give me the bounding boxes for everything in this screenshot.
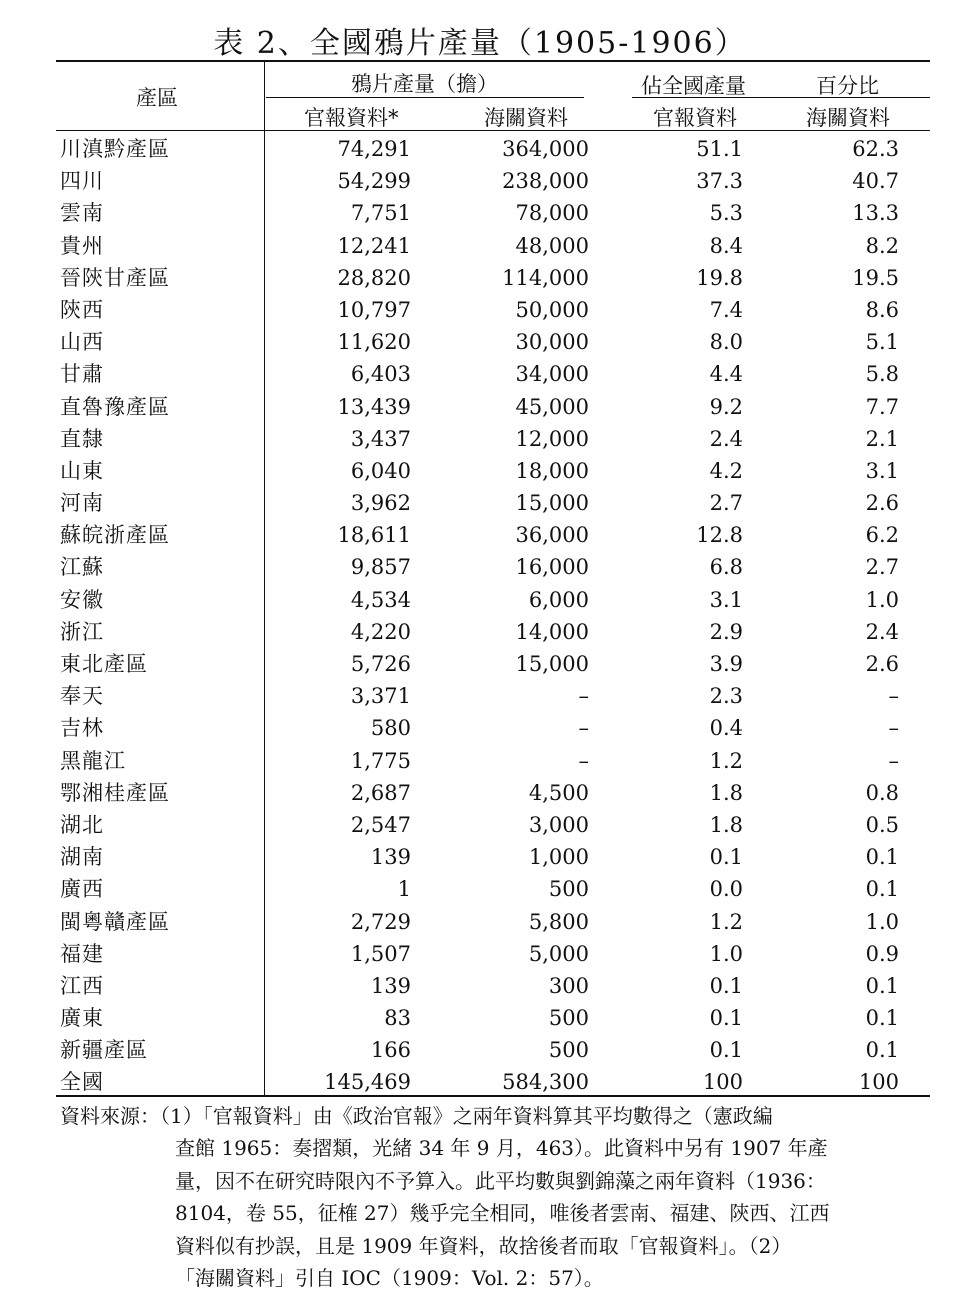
row-pct-official: 8.0 bbox=[709, 330, 743, 355]
row-region-name: 雲南 bbox=[60, 201, 104, 226]
row-pct-official: 9.2 bbox=[709, 394, 743, 419]
row-official-value: 54,299 bbox=[337, 169, 411, 194]
row-official-value: 10,797 bbox=[337, 297, 411, 322]
table-row bbox=[56, 326, 930, 358]
row-official-value: 2,687 bbox=[350, 780, 411, 805]
row-pct-customs: 1.0 bbox=[865, 909, 899, 934]
row-customs-value: 50,000 bbox=[515, 297, 589, 322]
row-pct-official: 0.4 bbox=[709, 716, 743, 741]
row-pct-customs: 2.6 bbox=[865, 652, 899, 676]
row-region-name: 浙江 bbox=[60, 619, 104, 644]
table-row bbox=[56, 551, 930, 583]
row-official-value: 74,291 bbox=[337, 137, 411, 161]
row-customs-value: 36,000 bbox=[515, 523, 589, 548]
row-pct-customs: 0.9 bbox=[865, 941, 899, 966]
row-pct-official: 100 bbox=[702, 1070, 743, 1095]
row-region-name: 鄂湘桂產區 bbox=[60, 780, 170, 805]
row-official-value: 4,220 bbox=[350, 619, 411, 644]
row-pct-customs: 13.3 bbox=[852, 201, 899, 226]
row-region-name: 黑龍江 bbox=[60, 748, 126, 773]
table-row bbox=[56, 423, 930, 455]
row-pct-official: 37.3 bbox=[696, 169, 743, 194]
row-official-value: 7,751 bbox=[350, 201, 411, 226]
row-region-name: 安徽 bbox=[60, 587, 104, 612]
row-pct-customs: 5.1 bbox=[865, 330, 899, 355]
row-pct-official: 0.1 bbox=[709, 1038, 743, 1063]
table-row bbox=[56, 712, 930, 744]
table-row bbox=[56, 197, 930, 229]
row-customs-value: 12,000 bbox=[515, 426, 589, 451]
row-official-value: 139 bbox=[370, 845, 411, 870]
row-official-value: 2,547 bbox=[350, 812, 411, 837]
table-row bbox=[56, 294, 930, 326]
note-line: 查館 1965：奏摺類，光緒 34 年 9 月，463）。此資料中另有 1907 年產 bbox=[175, 1136, 828, 1161]
table-row bbox=[56, 165, 930, 197]
row-pct-customs: 19.5 bbox=[852, 265, 899, 290]
table-row bbox=[56, 745, 930, 777]
note-line: 量，因不在研究時限內不予算入。此平均數與劉錦藻之兩年資料（1936： bbox=[175, 1168, 826, 1193]
row-official-value: 166 bbox=[370, 1038, 411, 1063]
row-customs-value: 3,000 bbox=[528, 812, 589, 837]
row-customs-value: 16,000 bbox=[515, 555, 589, 580]
table-row bbox=[56, 938, 930, 970]
note-line: 8104，卷 55，征榷 27）幾乎完全相同，唯後者雲南、福建、陝西、江西 bbox=[175, 1201, 830, 1226]
row-pct-official: 3.1 bbox=[709, 587, 743, 612]
row-pct-official: 2.9 bbox=[709, 619, 743, 644]
table-row bbox=[56, 391, 930, 423]
row-region-name: 廣西 bbox=[60, 877, 104, 902]
row-pct-customs: 7.7 bbox=[865, 394, 899, 419]
row-official-value: 11,620 bbox=[337, 330, 411, 355]
row-region-name: 福建 bbox=[60, 941, 104, 966]
row-region-name: 陝西 bbox=[60, 297, 104, 322]
row-customs-value: 14,000 bbox=[515, 619, 589, 644]
row-official-value: 1,775 bbox=[350, 748, 411, 773]
row-pct-official: 1.0 bbox=[709, 941, 743, 966]
table-bottom-rule bbox=[56, 1095, 930, 1097]
row-customs-value: 300 bbox=[548, 973, 589, 998]
row-region-name: 川滇黔產區 bbox=[60, 137, 170, 161]
row-customs-value: 30,000 bbox=[515, 330, 589, 355]
table-body bbox=[56, 133, 930, 1099]
row-region-name: 湖南 bbox=[60, 845, 104, 870]
row-pct-customs: – bbox=[888, 684, 899, 709]
row-pct-official: 1.2 bbox=[709, 909, 743, 934]
table-row bbox=[56, 841, 930, 873]
row-pct-customs: 0.1 bbox=[865, 877, 899, 902]
row-customs-value: 6,000 bbox=[528, 587, 589, 612]
row-official-value: 18,611 bbox=[337, 523, 411, 548]
row-region-name: 奉天 bbox=[60, 684, 104, 709]
row-official-value: 9,857 bbox=[350, 555, 411, 580]
row-region-name: 吉林 bbox=[60, 716, 104, 741]
table-row bbox=[56, 873, 930, 905]
row-region-name: 山東 bbox=[60, 458, 104, 483]
row-customs-value: 4,500 bbox=[528, 780, 589, 805]
row-pct-customs: 8.2 bbox=[865, 233, 899, 258]
row-customs-value: 5,000 bbox=[528, 941, 589, 966]
row-pct-official: 7.4 bbox=[709, 297, 743, 322]
table-row bbox=[56, 519, 930, 551]
row-pct-customs: 0.1 bbox=[865, 973, 899, 998]
row-customs-value: 364,000 bbox=[502, 137, 589, 161]
row-pct-official: 19.8 bbox=[696, 265, 743, 290]
row-region-name: 新疆產區 bbox=[60, 1038, 148, 1063]
header-bottom-rule bbox=[56, 130, 930, 131]
row-customs-value: 1,000 bbox=[528, 845, 589, 870]
row-pct-customs: 2.4 bbox=[865, 619, 899, 644]
source-note bbox=[60, 1100, 930, 1294]
header-share-official: 官報資料 bbox=[653, 106, 737, 130]
row-region-name: 直魯豫產區 bbox=[60, 394, 170, 419]
row-customs-value: 5,800 bbox=[528, 909, 589, 934]
row-official-value: 13,439 bbox=[337, 394, 411, 419]
row-pct-official: 3.9 bbox=[709, 652, 743, 676]
note-line: 資料似有抄誤，且是 1909 年資料，故捨後者而取「官報資料」。（2） bbox=[175, 1233, 792, 1258]
table-row bbox=[56, 358, 930, 390]
table-row bbox=[56, 777, 930, 809]
row-pct-official: 0.0 bbox=[709, 877, 743, 902]
row-customs-value: – bbox=[578, 748, 589, 773]
row-customs-value: 34,000 bbox=[515, 362, 589, 387]
row-official-value: 1,507 bbox=[350, 941, 411, 966]
table-row bbox=[56, 133, 930, 165]
row-pct-official: 0.1 bbox=[709, 973, 743, 998]
row-pct-customs: 0.1 bbox=[865, 845, 899, 870]
row-pct-official: 1.8 bbox=[709, 780, 743, 805]
row-pct-customs: 0.8 bbox=[865, 780, 899, 805]
table-row bbox=[56, 584, 930, 616]
row-pct-customs: 0.1 bbox=[865, 1038, 899, 1063]
table-row bbox=[56, 648, 930, 680]
table-row bbox=[56, 809, 930, 841]
row-pct-customs: – bbox=[888, 716, 899, 741]
row-pct-customs: – bbox=[888, 748, 899, 773]
row-region-name: 甘肅 bbox=[60, 362, 104, 387]
table-row bbox=[56, 616, 930, 648]
row-customs-value: 500 bbox=[548, 877, 589, 902]
row-customs-value: 18,000 bbox=[515, 458, 589, 483]
row-pct-official: 8.4 bbox=[709, 233, 743, 258]
row-region-name: 河南 bbox=[60, 491, 104, 516]
table-row bbox=[56, 1034, 930, 1066]
table-row bbox=[56, 1002, 930, 1034]
row-pct-customs: 100 bbox=[858, 1070, 899, 1095]
table-top-rule bbox=[56, 60, 930, 62]
row-region-name: 直隸 bbox=[60, 426, 104, 451]
header-region: 產區 bbox=[136, 86, 178, 110]
table-row bbox=[56, 970, 930, 1002]
row-pct-official: 2.7 bbox=[709, 491, 743, 516]
row-pct-customs: 62.3 bbox=[852, 137, 899, 161]
row-customs-value: – bbox=[578, 684, 589, 709]
row-pct-official: 12.8 bbox=[696, 523, 743, 548]
row-pct-official: 1.2 bbox=[709, 748, 743, 773]
row-customs-value: 78,000 bbox=[515, 201, 589, 226]
row-pct-official: 51.1 bbox=[696, 137, 743, 161]
row-pct-customs: 0.5 bbox=[865, 812, 899, 837]
table-title: 表 2、全國鴉片產量（1905-1906） bbox=[213, 26, 747, 61]
header-share-customs: 海關資料 bbox=[806, 106, 890, 130]
table-row bbox=[56, 680, 930, 712]
row-pct-official: 0.1 bbox=[709, 1006, 743, 1031]
row-pct-customs: 5.8 bbox=[865, 362, 899, 387]
header-official: 官報資料* bbox=[304, 106, 399, 130]
row-official-value: 6,040 bbox=[350, 458, 411, 483]
row-official-value: 2,729 bbox=[350, 909, 411, 934]
table-row bbox=[56, 487, 930, 519]
row-region-name: 東北產區 bbox=[60, 652, 148, 676]
row-pct-official: 6.8 bbox=[709, 555, 743, 580]
row-customs-value: 48,000 bbox=[515, 233, 589, 258]
row-official-value: 6,403 bbox=[350, 362, 411, 387]
row-official-value: 12,241 bbox=[337, 233, 411, 258]
header-production-group: 鴉片產量（擔） bbox=[351, 72, 498, 96]
note-line: 「海關資料」引自 IOC（1909：Vol. 2：57）。 bbox=[175, 1266, 604, 1291]
row-region-name: 蘇皖浙產區 bbox=[60, 523, 170, 548]
row-official-value: 28,820 bbox=[337, 265, 411, 290]
row-region-name: 全國 bbox=[60, 1070, 104, 1095]
row-region-name: 廣東 bbox=[60, 1006, 104, 1031]
row-region-name: 湖北 bbox=[60, 812, 104, 837]
table-row bbox=[56, 906, 930, 938]
header-customs: 海關資料 bbox=[484, 106, 568, 130]
row-region-name: 江西 bbox=[60, 973, 104, 998]
row-official-value: 4,534 bbox=[350, 587, 411, 612]
row-pct-official: 5.3 bbox=[709, 201, 743, 226]
header-share-group-b: 百分比 bbox=[816, 74, 879, 98]
row-customs-value: 45,000 bbox=[515, 394, 589, 419]
note-line: 資料來源：（1）「官報資料」由《政治官報》之兩年資料算其平均數得之（憲政編 bbox=[60, 1104, 773, 1128]
row-pct-customs: 2.6 bbox=[865, 491, 899, 516]
row-official-value: 3,437 bbox=[350, 426, 411, 451]
table-row bbox=[56, 230, 930, 262]
row-pct-official: 4.4 bbox=[709, 362, 743, 387]
table-row bbox=[56, 1066, 930, 1098]
row-pct-customs: 6.2 bbox=[865, 523, 899, 548]
row-pct-customs: 40.7 bbox=[852, 169, 899, 194]
row-region-name: 貴州 bbox=[60, 233, 104, 258]
row-region-name: 晉陝甘產區 bbox=[60, 265, 170, 290]
row-customs-value: 15,000 bbox=[515, 652, 589, 676]
table-row bbox=[56, 455, 930, 487]
row-pct-customs: 2.1 bbox=[865, 426, 899, 451]
row-official-value: 580 bbox=[370, 716, 411, 741]
row-customs-value: – bbox=[578, 716, 589, 741]
row-customs-value: 500 bbox=[548, 1038, 589, 1063]
row-region-name: 閩粵贛產區 bbox=[60, 909, 170, 934]
row-official-value: 3,962 bbox=[350, 491, 411, 516]
row-customs-value: 114,000 bbox=[502, 265, 589, 290]
row-pct-official: 4.2 bbox=[709, 458, 743, 483]
row-pct-customs: 8.6 bbox=[865, 297, 899, 322]
table-row bbox=[56, 262, 930, 294]
row-official-value: 83 bbox=[384, 1006, 411, 1031]
row-pct-official: 0.1 bbox=[709, 845, 743, 870]
row-customs-value: 500 bbox=[548, 1006, 589, 1031]
row-pct-customs: 2.7 bbox=[865, 555, 899, 580]
row-region-name: 四川 bbox=[60, 169, 104, 194]
row-official-value: 145,469 bbox=[324, 1070, 411, 1095]
row-pct-official: 1.8 bbox=[709, 812, 743, 837]
row-pct-official: 2.3 bbox=[709, 684, 743, 709]
row-official-value: 3,371 bbox=[350, 684, 411, 709]
row-customs-value: 15,000 bbox=[515, 491, 589, 516]
row-pct-customs: 3.1 bbox=[865, 458, 899, 483]
row-pct-customs: 1.0 bbox=[865, 587, 899, 612]
row-pct-official: 2.4 bbox=[709, 426, 743, 451]
row-pct-customs: 0.1 bbox=[865, 1006, 899, 1031]
row-official-value: 5,726 bbox=[350, 652, 411, 676]
row-region-name: 江蘇 bbox=[60, 555, 104, 580]
header-share-group-a: 佔全國產量 bbox=[641, 74, 746, 98]
row-official-value: 1 bbox=[397, 877, 411, 902]
row-official-value: 139 bbox=[370, 973, 411, 998]
row-customs-value: 238,000 bbox=[502, 169, 589, 194]
row-customs-value: 584,300 bbox=[502, 1070, 589, 1095]
row-region-name: 山西 bbox=[60, 330, 104, 355]
